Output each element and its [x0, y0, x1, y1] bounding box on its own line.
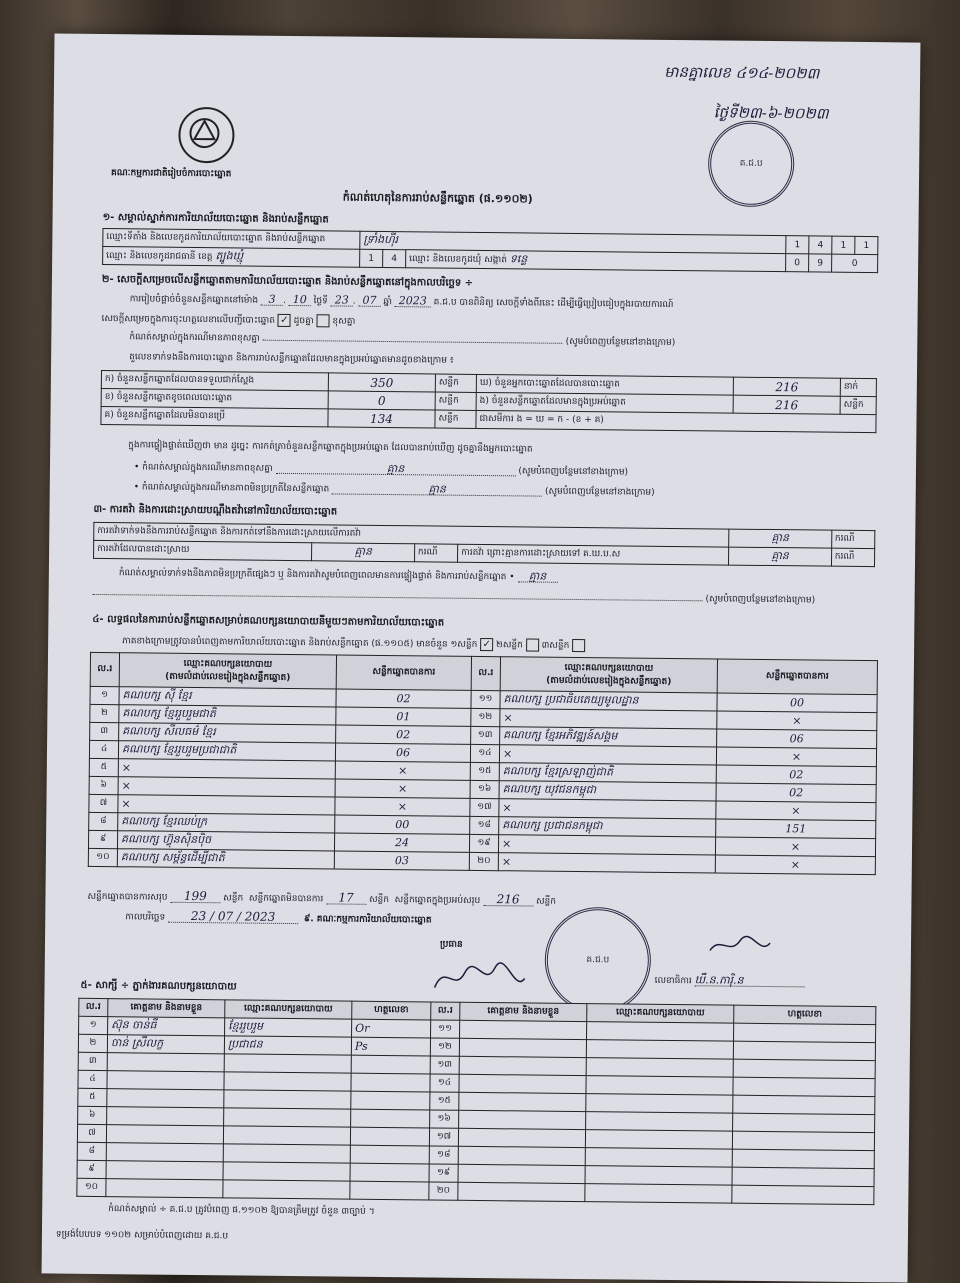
section3-title: ៣- ការតវ៉ា និងការដោះស្រាយបណ្តឹងតវ៉ានៅការិយាល័យបោះឆ្នោត	[93, 503, 338, 518]
unit: ករណី	[414, 544, 457, 562]
handwritten-reference: មានគ្នាលេខ ៤១៤-២០២៣	[664, 62, 820, 83]
section2-note	[129, 332, 675, 349]
vote-count: 03	[334, 851, 469, 870]
section2-compare-line	[101, 312, 355, 328]
witness-party	[224, 1072, 351, 1091]
row-no: ៤	[89, 740, 118, 758]
same-checkbox[interactable]: ✓	[278, 314, 291, 327]
received-value: 350	[328, 373, 435, 392]
code-digit: 1	[360, 249, 383, 267]
party-name: ×	[118, 777, 335, 797]
unit: សន្លឹក	[535, 896, 557, 907]
row-no: ១	[90, 686, 119, 704]
different-label: ខុសគ្នា	[332, 316, 356, 327]
row-no: ១៥	[470, 762, 499, 780]
chair-label: ប្រធាន	[439, 939, 463, 950]
witness-name	[460, 1020, 587, 1039]
row-no: ១២	[430, 1038, 459, 1056]
row-no: ១៧	[429, 1128, 458, 1146]
row-no: ៣	[90, 722, 119, 740]
col-no: ល.រ	[79, 998, 108, 1016]
row-no: ១០	[77, 1178, 106, 1196]
witness-name	[458, 1128, 585, 1147]
witness-name	[107, 1107, 224, 1126]
note1	[134, 460, 628, 478]
col-party-text: ឈ្មោះគណបក្សនយោបាយ	[183, 658, 273, 670]
witness-name	[458, 1182, 585, 1201]
row-no: ១៥	[430, 1092, 459, 1110]
witness-signature	[733, 1077, 875, 1096]
row-no: ៧	[89, 794, 118, 812]
witness-name	[107, 1089, 224, 1108]
col-votes: សន្លឹកឆ្នោតបានការ	[717, 659, 877, 695]
official-seal-middle	[544, 907, 651, 1014]
row-no: ៩	[77, 1160, 106, 1178]
party-name: គណបក្ស យុវជនកម្ពុជា	[499, 781, 716, 801]
unused-label: គ) ចំនួនសន្លឹកឆ្នោតដែលមិនបានប្រើ	[101, 407, 328, 427]
col-no: ល.រ	[471, 656, 500, 690]
three-sheet-label: ៣សន្លឹក	[541, 640, 570, 651]
unit: សន្លឹក	[368, 894, 390, 906]
two-sheet-checkbox[interactable]	[526, 638, 539, 651]
official-seal-top	[708, 120, 795, 207]
witness-party	[224, 1090, 351, 1109]
col-party-text: ឈ្មោះគណបក្សនយោបាយ	[564, 662, 654, 674]
witness-party	[223, 1126, 350, 1145]
vote-count: ×	[335, 797, 470, 816]
spoiled-label: ខ) ចំនួនសន្លឹកឆ្នោតខូចពេលបោះឆ្នោត	[101, 389, 328, 409]
province-label-text: ឈ្មោះ និងលេខកូដរាជធានី ខេត្ត	[106, 250, 213, 262]
witness-party: ប្រជាជន	[224, 1036, 351, 1055]
party-name: គណបក្ស ស៊ី ខ្មែរ	[119, 687, 336, 707]
ballot-count-table	[100, 370, 877, 433]
witness-party	[224, 1108, 351, 1127]
witness-name: ស៊ុន ចាន់ធី	[108, 1017, 225, 1036]
row-no: ៨	[89, 812, 118, 830]
col-party	[119, 653, 336, 689]
total-invalid-label: សន្លឹកឆ្នោតមិនបានការ	[248, 893, 324, 905]
row-no: ១៨	[470, 816, 499, 834]
section4-intro-text: ភាគខាងក្រោមត្រូវបានបំពេញតាមការិយាល័យបោះឆ្នោត និងរាប់សន្លឹកឆ្នោត (ផ.១១០៥) មានចំនួន ១សន្លឹក	[122, 636, 478, 650]
location-label: ឈ្មោះទីតាំង និងលេខកូដការិយាល័យបោះឆ្នោត និងរាប់សន្លឹកឆ្នោត	[103, 229, 360, 250]
check-line: ក្នុងការផ្ទៀងផ្ទាត់ឃើញថា មាន ដូច្នេះ ការកត់ត្រាចំនួនសន្លឹកឆ្នោតក្នុងប្រអប់ឆ្នោត ដែលបានរាប់ឃើញ ដូចគ្នានឹងអ្នកបោះឆ្នោត	[128, 440, 533, 455]
note-label: កំណត់សម្គាល់ក្នុងករណីមានភាពខុសគ្នា	[129, 332, 260, 344]
witness-signature	[732, 1185, 874, 1204]
party-name: ×	[500, 709, 717, 729]
witness-signature: Or	[352, 1019, 431, 1038]
resolved-value: គ្មាន	[312, 543, 415, 562]
equation: ជាសមីការ ង = ឃ = ក - (ខ + គ)	[476, 410, 876, 432]
vote-count: ×	[715, 855, 875, 875]
vote-count: 02	[716, 765, 876, 785]
witness-party	[585, 1130, 732, 1150]
chair-signature-icon	[424, 957, 534, 998]
section3-note-value: គ្មាន	[517, 570, 557, 582]
witness-name	[106, 1161, 223, 1180]
section2-time-line: ការរៀបចំផ្តាច់ចំនួនសន្លឹកឆ្នោតនៅម៉ោង 3 . 10 ថ្ងៃទី 23 . 07 ឆ្នាំ 2023 គ.ជ.ប បានពិនិត្យ សេចក្តីទាំងពីរនេះ ដើម្បីធ្វើប្រៀបធៀបក្នុងរបាយការណ៍	[129, 292, 674, 310]
witness-party	[585, 1166, 732, 1186]
unit: សន្លឹក	[840, 396, 876, 414]
blank-line	[93, 594, 703, 601]
note-hint: (សូមបំពេញបន្ថែមនៅខាងក្រោម)	[565, 336, 676, 349]
ballots-in-box-label: ង) ចំនួនសន្លឹកឆ្នោតដែលមានក្នុងប្រអប់ឆ្នោត	[476, 392, 733, 413]
col-party: ឈ្មោះគណបក្សនយោបាយ	[587, 1004, 734, 1024]
voters-label: ឃ) ចំនួនអ្នកបោះឆ្នោតដែលបានបោះឆ្នោត	[476, 374, 733, 395]
party-name: គណបក្ស ប្រជាធិបតេយ្យមូលដ្ឋាន	[500, 691, 717, 711]
col-name: គោត្តនាម និងនាមខ្លួន	[108, 999, 225, 1018]
party-name: ×	[118, 795, 335, 815]
witness-name	[459, 1092, 586, 1111]
row-no: ១៩	[429, 1164, 458, 1182]
day-label: ថ្ងៃទី	[313, 296, 328, 307]
intro-text-c: សេចក្តីសម្រេចក្នុងការចុះហត្ថលេខាលើបញ្ជីបោះឆ្នោត	[101, 314, 275, 326]
code-digit: 1	[786, 236, 809, 254]
results-table	[88, 652, 878, 875]
witness-party: ខ្មែររួបរួម	[225, 1018, 352, 1037]
form-title: កំណត់ហេតុនៃការរាប់សន្លឹកឆ្នោត (ផ.១១០២)	[342, 190, 533, 206]
witness-signature	[733, 1113, 875, 1132]
witness-signature	[350, 1127, 429, 1146]
secretary-signature-icon	[705, 930, 775, 961]
section5-title: ៥- សាក្សី ÷ ភ្នាក់ងារគណបក្សនយោបាយ	[80, 979, 237, 993]
vote-count: 02	[716, 783, 876, 803]
vote-count: ×	[717, 711, 877, 731]
spoiled-value: 0	[328, 391, 435, 410]
witness-signature	[732, 1131, 874, 1150]
party-name: ×	[499, 745, 716, 765]
col-party-sub: (តាមលំដាប់លេខរៀងក្នុងសន្លឹកឆ្នោត)	[165, 671, 291, 683]
row-no: ២	[78, 1034, 107, 1052]
committee-label: ៩. គណៈកម្មការការិយាល័យបោះឆ្នោត	[303, 914, 432, 926]
row-no: ១៧	[470, 798, 499, 816]
party-name: គណបក្ស ហ៊្វុនស៊ិនប៉ិច	[117, 831, 334, 851]
witness-name	[459, 1110, 586, 1129]
year-label: ឆ្នាំ	[383, 296, 392, 308]
witness-party	[585, 1184, 732, 1204]
row-no: ១៨	[429, 1146, 458, 1164]
witness-party	[586, 1094, 733, 1114]
row-no: ៩	[88, 830, 117, 848]
org-name: គណៈកម្មការជាតិរៀបចំការបោះឆ្នោត	[111, 168, 232, 180]
complaint-label: ការតវ៉ាទាក់ទងនឹងការរាប់សន្លឹកឆ្នោត និងការកត់ទៅនឹងការដោះស្រាយលើការតវ៉ា	[94, 522, 729, 547]
section5-footer-note: កំណត់សម្គាល់ ÷ គ.ជ.ប ត្រូវបំពេញ ផ.១១០២ ឱ្យបានត្រឹមត្រូវ ចំនួន ៣ច្បាប់ ។	[108, 1204, 375, 1217]
witness-signature	[351, 1091, 430, 1110]
totals-line	[87, 890, 556, 908]
note2	[134, 480, 655, 498]
party-name: គណបក្ស ខ្មែរឈប់ក្រ	[118, 813, 335, 833]
party-name: ×	[498, 853, 715, 873]
witness-name	[458, 1164, 585, 1183]
minute-value: 10	[289, 294, 311, 306]
row-no: ៤	[78, 1070, 107, 1088]
day-value: 23	[331, 294, 353, 306]
witness-name	[106, 1143, 223, 1162]
note2-label: • កំណត់សម្គាល់ក្នុងករណីមានភាពមិនប្រក្រតីនៃសន្លឹកឆ្នោត	[133, 482, 330, 495]
unit: សន្លឹក	[435, 392, 476, 410]
witness-party	[586, 1058, 733, 1078]
code-digit: 0	[832, 254, 878, 272]
vote-count: 02	[336, 725, 471, 744]
vote-count: 01	[336, 707, 471, 726]
row-no: ២០	[429, 1182, 458, 1200]
witness-signature	[732, 1149, 874, 1168]
col-no: ល.រ	[90, 652, 119, 686]
unit: សន្លឹក	[435, 374, 476, 392]
unit: នាក់	[840, 378, 876, 396]
witness-party	[223, 1144, 350, 1163]
month-value: 07	[358, 295, 380, 307]
ballots-in-box-value: 216	[733, 395, 840, 414]
section4-intro	[122, 634, 585, 652]
section3-note-line	[93, 588, 875, 607]
witness-party	[224, 1054, 351, 1073]
date-label: កាលបរិច្ឆេទ	[125, 912, 166, 923]
row-no: ១២	[471, 708, 500, 726]
party-name: ×	[118, 759, 335, 779]
witness-signature	[734, 1023, 876, 1042]
code-digit: 9	[809, 254, 832, 272]
total-invalid-value: 17	[326, 892, 366, 904]
party-name: គណបក្ស ខ្មែរស្រឡាញ់ជាតិ	[499, 763, 716, 783]
witness-name	[106, 1179, 223, 1198]
col-sign: ហត្ថលេខា	[352, 1001, 431, 1020]
section3-note-label: កំណត់សម្គាល់ទាក់ទងនឹងភាពមិនប្រក្រតីផ្សេងៗ ឬ និងការតវ៉ាសូមបំពេញពេលមានការផ្ទៀងផ្ទាត់ និងការរាប់សន្លឹកឆ្នោត •	[118, 568, 515, 583]
code-digit: 1	[855, 236, 878, 254]
complaint-value: គ្មាន	[729, 529, 832, 548]
witness-signature	[351, 1073, 430, 1092]
hour-value: 3	[261, 294, 283, 306]
secretary-label: លេខាធិការ	[654, 975, 692, 987]
note1-label: • កំណត់សម្គាល់ក្នុងករណីមានភាពខុសគ្នា	[133, 462, 273, 474]
row-no: ៨	[77, 1142, 106, 1160]
total-value: 216	[483, 894, 533, 907]
witness-name	[459, 1056, 586, 1075]
unused-value: 134	[328, 409, 435, 428]
handwritten-date: ថ្ងៃទី២៣-៦-២០២៣	[713, 103, 829, 123]
row-no: ១១	[431, 1020, 460, 1038]
code-digit: 0	[786, 254, 809, 272]
unresolved-label: ការតវ៉ា ព្រោះគ្មានការដោះស្រាយទៅ គ.ឃ.ប.ស	[458, 544, 729, 565]
witness-party	[586, 1076, 733, 1096]
witness-name	[459, 1074, 586, 1093]
different-checkbox[interactable]	[317, 314, 330, 327]
witness-signature	[351, 1109, 430, 1128]
party-name: គណបក្ស ខ្មែររួបរួមជាតិ	[119, 705, 336, 725]
witness-signature	[351, 1055, 430, 1074]
vote-count: 00	[717, 693, 877, 713]
row-no: ៦	[78, 1106, 107, 1124]
row-no: ៦	[89, 776, 118, 794]
witness-signature	[350, 1163, 429, 1182]
witness-name	[458, 1146, 585, 1165]
row-no: ៣	[78, 1052, 107, 1070]
date-value: 23 / 07 / 2023	[168, 911, 298, 924]
unresolved-value: គ្មាន	[729, 547, 832, 566]
commune-label: ឈ្មោះ និងលេខកូដឃុំ សង្កាត់	[409, 253, 508, 265]
code-digit: 4	[383, 249, 406, 267]
total-valid-label: សន្លឹកឆ្នោតបានការសរុប	[87, 891, 168, 903]
col-sign: ហត្ថលេខា	[734, 1005, 876, 1024]
code-digit: 4	[809, 236, 832, 254]
col-party-sub: (តាមលំដាប់លេខរៀងក្នុងសន្លឹកឆ្នោត)	[546, 675, 672, 687]
witness-signature	[350, 1145, 429, 1164]
witness-party	[587, 1022, 734, 1042]
vote-count: ×	[715, 837, 875, 857]
row-no: ១៤	[430, 1074, 459, 1092]
party-name: គណបក្ស សម្ព័ន្ធដើម្បីជាតិ	[117, 849, 334, 869]
note1-value: គ្មាន	[275, 462, 515, 477]
code-digit: 1	[832, 236, 855, 254]
witness-party	[586, 1040, 733, 1060]
party-name: ×	[499, 799, 716, 819]
section3-note	[119, 566, 558, 584]
secretary-name: ឃឹ.ន.ភារ៉ិ.ន	[695, 974, 805, 987]
witness-party	[586, 1112, 733, 1132]
year-value: 2023	[395, 295, 431, 307]
vote-count: 06	[335, 743, 470, 762]
row-no: ១	[79, 1016, 108, 1034]
unit: ករណី	[831, 548, 874, 566]
section4-title: ៤- លទ្ធផលនៃការរាប់សន្លឹកឆ្នោតសម្រាប់គណបក្សនយោបាយនីមួយៗតាមការិយាល័យបោះឆ្នោត	[92, 613, 445, 629]
location-value: ទ្រាំងហ៊ីរ	[360, 231, 786, 253]
intro-text-b: គ.ជ.ប បានពិនិត្យ សេចក្តីទាំងពីរនេះ ដើម្បីធ្វើប្រៀបធៀបក្នុងរបាយការណ៍	[433, 297, 674, 310]
col-party	[500, 657, 717, 693]
witness-name: ចាន់ ស្រីលក្ខ	[107, 1035, 224, 1054]
row-no: ១៣	[430, 1056, 459, 1074]
witness-party	[585, 1148, 732, 1168]
row-no: ១៣	[471, 726, 500, 744]
row-no: ១៦	[430, 1110, 459, 1128]
date-line	[125, 910, 431, 926]
witness-name	[106, 1125, 223, 1144]
vote-count: ×	[716, 801, 876, 821]
row-no: ១៦	[470, 780, 499, 798]
section1-table	[102, 228, 878, 273]
section2-subtitle: តួលេខទាក់ទងនឹងការបោះឆ្នោត និងការរាប់សន្លឹកឆ្នោតដែលមានក្នុងប្រអប់ឆ្នោតមានដូចខាងក្រោម ៖	[129, 352, 454, 366]
province-value: ត្បូងឃ្មុំ	[215, 248, 244, 262]
note1-hint: (សូមបំពេញបន្ថែមនៅខាងក្រោម)	[518, 466, 629, 478]
document-page	[42, 33, 921, 1282]
row-no: ២០	[469, 852, 498, 870]
vote-count: ×	[716, 747, 876, 767]
row-no: ៧	[77, 1124, 106, 1142]
section2-title: ២- សេចក្តីសម្រេចលើសន្លឹកឆ្នោតតាមការិយាល័យបោះឆ្នោត និងរាប់សន្លឹកឆ្នោតនៅក្នុងកាលបរិច្ឆេទ ÷	[101, 274, 474, 289]
witness-signature	[350, 1181, 429, 1200]
unit: សន្លឹក	[223, 893, 244, 904]
seal-text: គ.ជ.ប	[586, 954, 610, 965]
total-label: សន្លឹកឆ្នោតក្នុងប្រអប់សរុប	[394, 895, 481, 907]
form-footer: ទម្រង់បែបបទ ១១០២ សម្រាប់បំពេញដោយ គ.ជ.ប	[55, 1229, 229, 1242]
received-label: ក) ចំនួនសន្លឹកឆ្នោតដែលបានទទួលជាក់ស្តែង	[101, 371, 328, 391]
row-no: ១៩	[469, 834, 498, 852]
witness-signature	[732, 1167, 874, 1186]
intro-text: ការរៀបចំផ្តាច់ចំនួនសន្លឹកឆ្នោតនៅម៉ោង	[129, 294, 259, 306]
vote-count: ×	[335, 779, 470, 798]
party-name: គណបក្ស ប្រជាជនកម្ពុជា	[499, 817, 716, 837]
witness-signature	[733, 1095, 875, 1114]
row-no: ២	[90, 704, 119, 722]
note-line	[263, 340, 563, 344]
vote-count: 06	[717, 729, 877, 749]
vote-count: ×	[335, 761, 470, 780]
commune-cell	[406, 250, 786, 272]
party-name: គណបក្ស ខ្មែរអភិវឌ្ឍន៍សង្គម	[500, 727, 717, 747]
section1-title: ១- សម្គាល់ស្នាក់ការការិយាល័យបោះឆ្នោត និងរាប់សន្លឹកឆ្នោត	[102, 212, 329, 226]
vote-count: 02	[336, 689, 471, 708]
commune-value: ទន្លេ	[509, 251, 528, 265]
col-party: ឈ្មោះគណបក្សនយោបាយ	[225, 1000, 352, 1019]
party-name: គណបក្ស ខ្មែររួបរួមប្រជាជាតិ	[118, 741, 335, 761]
province-label	[103, 247, 360, 268]
witness-party	[223, 1180, 350, 1199]
witness-party	[223, 1162, 350, 1181]
col-no: ល.រ	[431, 1002, 460, 1020]
seal-text: គ.ជ.ប	[739, 158, 763, 169]
total-valid-value: 199	[170, 891, 220, 904]
col-votes: សន្លឹកឆ្នោតបានការ	[336, 655, 471, 690]
two-sheet-label: ២សន្លឹក	[496, 640, 523, 651]
witness-signature	[733, 1041, 875, 1060]
row-no: ១៤	[470, 744, 499, 762]
unit: សន្លឹក	[435, 410, 476, 428]
vote-count: 24	[334, 833, 469, 852]
witness-name	[459, 1038, 586, 1057]
resolved-label: ការតវ៉ាដែលបានដោះស្រាយ	[94, 540, 313, 560]
unit: ករណី	[831, 530, 874, 548]
vote-count: 151	[716, 819, 876, 839]
nec-emblem-icon	[178, 107, 235, 164]
witness-signature	[733, 1059, 875, 1078]
witness-name	[107, 1071, 224, 1090]
note2-hint: (សូមបំពេញបន្ថែមនៅខាងក្រោម)	[544, 486, 655, 498]
voters-value: 216	[733, 377, 840, 396]
row-no: ១០	[88, 848, 117, 866]
witness-signature: Ps	[351, 1037, 430, 1056]
same-label: ដូចគ្នា	[293, 316, 314, 327]
row-no: ៥	[78, 1088, 107, 1106]
witness-name	[107, 1053, 224, 1072]
row-no: ៥	[89, 758, 118, 776]
section3-note-hint: (សូមបំពេញបន្ថែមនៅខាងក្រោម)	[705, 594, 816, 606]
three-sheet-checkbox[interactable]	[572, 639, 585, 652]
complaints-table	[93, 522, 875, 567]
one-sheet-checkbox[interactable]: ✓	[480, 638, 493, 651]
vote-count: 00	[335, 815, 470, 834]
secretary-line	[655, 974, 805, 989]
row-no: ១១	[471, 690, 500, 708]
party-name: ×	[498, 835, 715, 855]
note2-value: គ្មាន	[332, 482, 542, 496]
party-name: គណបក្ស សីលធម៌ ខ្មែរ	[119, 723, 336, 743]
witness-table	[76, 998, 876, 1205]
col-name: គោត្តនាម និងនាមខ្លួន	[460, 1002, 587, 1021]
